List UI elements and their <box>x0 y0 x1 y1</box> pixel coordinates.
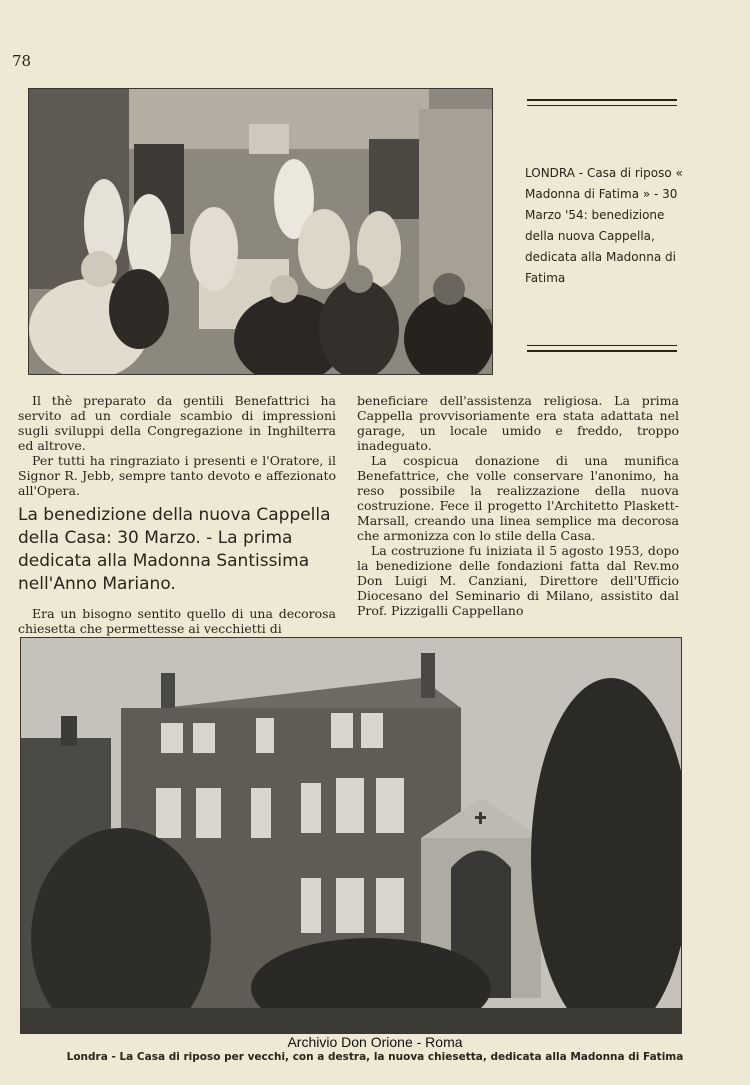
right-paragraph-3: La costruzione fu iniziata il 5 agosto 1953, dopo la benedizione delle fondazioni fatta dal Rev.mo Don Luigi M. Canziani, Direttore dell'Ufficio Diocesano del Seminario di Milano, assistito dal Prof. Pizzigalli Cappellano <box>357 543 679 618</box>
caption-rule-bottom-thick <box>527 350 677 352</box>
left-paragraph-1: Il thè preparato da gentili Benefattrici ha servito ad un cordiale scambio di impressioni sugli sviluppi della Congregazione in Inghilterra ed altrove. <box>18 393 336 453</box>
right-text-column <box>357 393 679 618</box>
left-paragraph-2: Per tutti ha ringraziato i presenti e l'Oratore, il Signor R. Jebb, sempre tanto devoto e affezionato all'Opera. <box>18 453 336 498</box>
caption-rule-bottom <box>527 345 677 346</box>
right-paragraph-1: beneficiare dell'assistenza religiosa. La prima Cappella provvisoriamente era stata adattata nel garage, un locale umido e freddo, troppo inadeguato. <box>357 393 679 453</box>
caption-rule-top <box>527 99 677 101</box>
archive-watermark: Archivio Don Orione - Roma <box>287 1034 463 1050</box>
top-photo-caption: LONDRA - Casa di riposo « Madonna di Fatima » - 30 Marzo '54: benedizione della nuova Cappella, dedicata alla Madonna di Fatima <box>525 166 683 285</box>
bottom-photo-caption: Londra - La Casa di riposo per vecchi, con a destra, la nuova chiesetta, dedicata alla Madonna di Fatima <box>66 1051 684 1063</box>
page-number: 78 <box>12 52 32 70</box>
rest-house-photo <box>20 637 682 1034</box>
right-paragraph-2: La cospicua donazione di una munifica Benefattrice, che volle conservare l'anonimo, ha reso possibile la realizzazione della nuova costruzione. Fece il progetto l'Architetto Plaskett-Marsall, creando una linea semplice ma decorosa che armonizza con lo stile della Casa. <box>357 453 679 543</box>
left-paragraph-3: Era un bisogno sentito quello di una decorosa chiesetta che permettesse ai vecchietti di <box>18 606 336 636</box>
caption-rule-top-thin <box>527 105 677 106</box>
chapel-blessing-photo <box>28 88 493 375</box>
section-heading: La benedizione della nuova Cappella della Casa: 30 Marzo. - La prima dedicata alla Madonna Santissima nell'Anno Mariano. <box>18 505 331 594</box>
left-text-column <box>18 393 336 636</box>
